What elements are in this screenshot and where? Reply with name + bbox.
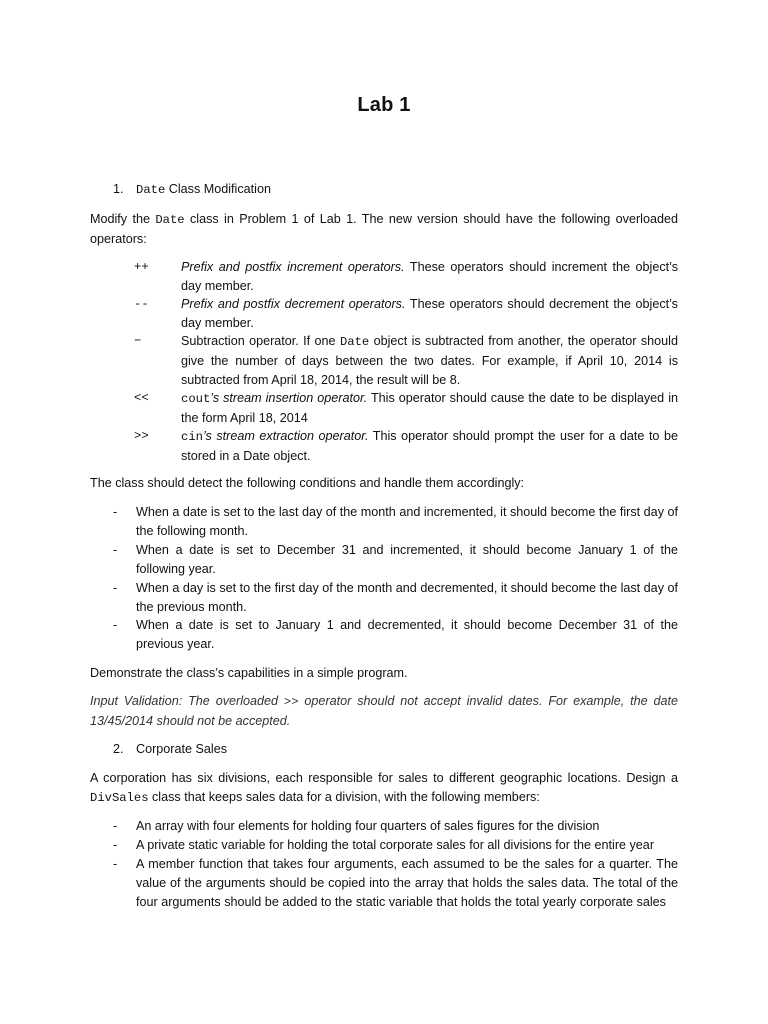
section-1-heading bbox=[136, 180, 271, 200]
operator-text: These operators should increment the object’s day member. bbox=[181, 260, 678, 293]
operator-description bbox=[181, 295, 678, 333]
operator-lead: ’s stream extraction operator. bbox=[202, 429, 369, 443]
conditions-intro: The class should detect the following conditions and handle them accordingly: bbox=[90, 476, 525, 490]
list-dash: - bbox=[113, 857, 118, 871]
section-2-intro-text-a: A corporation has six divisions, each responsible for sales to different geographic locations. Design a bbox=[90, 771, 678, 785]
operator-text: This operator should cause the date to be displayed in the form April 18, 2014 bbox=[181, 391, 678, 425]
section-2-heading: Corporate Sales bbox=[136, 742, 228, 756]
operator-symbol: -- bbox=[134, 297, 149, 311]
validation-text-a: Input Validation: The overloaded bbox=[90, 694, 284, 708]
section-1-heading-code: Date bbox=[136, 183, 166, 197]
operator-description bbox=[181, 332, 678, 390]
section-1-intro-text-a: Modify the bbox=[90, 212, 156, 226]
operator-text: This operator should prompt the user for a date to be stored in a Date object. bbox=[181, 429, 678, 463]
list-item: A member function that takes four arguments, each assumed to be the sales for a quarter. The value of the arguments should be copied into the array that holds the sales data. The total of the four arguments should be added to the static variable that holds the total yearly corporate sales bbox=[136, 857, 678, 909]
page-title: Lab 1 bbox=[357, 94, 411, 116]
operator-description bbox=[181, 389, 678, 428]
operator-lead: Prefix and postfix increment operators. bbox=[181, 260, 405, 274]
section-1-intro-text-b: class in Problem 1 of Lab 1. The new version should have the following overloaded operators: bbox=[90, 212, 678, 246]
list-item: An array with four elements for holding four quarters of sales figures for the division bbox=[136, 819, 600, 833]
section-2-number: 2. bbox=[113, 742, 124, 756]
operator-description bbox=[181, 258, 678, 296]
input-validation-note bbox=[90, 692, 678, 731]
section-1-intro bbox=[90, 210, 678, 249]
list-dash: - bbox=[113, 838, 118, 852]
operator-description bbox=[181, 427, 678, 466]
operator-text-b: object is subtracted from another, the operator should give the number of days between the two dates. For example, if April 10, 2014 is subtracted from April 18, 2014, the result will be 8. bbox=[181, 334, 678, 387]
operator-text: Subtraction operator. If one bbox=[181, 334, 340, 348]
validation-code: >> bbox=[283, 695, 299, 709]
list-item: A private static variable for holding the total corporate sales for all divisions for the entire year bbox=[136, 838, 655, 852]
operator-symbol: >> bbox=[134, 429, 149, 443]
operator-lead: ’s stream insertion operator. bbox=[210, 391, 368, 405]
operator-lead: Prefix and postfix decrement operators. bbox=[181, 297, 406, 311]
list-item: When a date is set to the last day of the month and incremented, it should become the first day of the following month. bbox=[136, 505, 678, 538]
operator-symbol: ++ bbox=[134, 260, 149, 274]
operator-code: cin bbox=[181, 430, 203, 444]
section-2-intro-text-b: class that keeps sales data for a division, with the following members: bbox=[148, 790, 540, 804]
demonstrate-text: Demonstrate the class’s capabilities in a simple program. bbox=[90, 666, 408, 680]
list-item: When a date is set to December 31 and incremented, it should become January 1 of the following year. bbox=[136, 543, 678, 576]
section-1-heading-text: Class Modification bbox=[165, 182, 271, 196]
list-dash: - bbox=[113, 543, 118, 557]
section-2-intro-code: DivSales bbox=[90, 791, 149, 805]
operator-symbol: << bbox=[134, 391, 149, 405]
list-dash: - bbox=[113, 581, 118, 595]
operator-code: Date bbox=[339, 335, 370, 349]
operator-symbol: − bbox=[134, 334, 142, 348]
operator-text: These operators should decrement the object’s day member. bbox=[181, 297, 678, 330]
list-item: When a date is set to January 1 and decremented, it should become December 31 of the previous year. bbox=[136, 618, 678, 651]
operator-code: cout bbox=[181, 392, 211, 406]
section-2-intro bbox=[90, 769, 678, 808]
section-1-intro-code: Date bbox=[155, 213, 185, 227]
list-dash: - bbox=[113, 505, 118, 519]
section-1-number: 1. bbox=[113, 182, 124, 196]
validation-text-b: operator should not accept invalid dates. For example, the date 13/45/2014 should not be accepted. bbox=[90, 694, 679, 728]
list-item: When a day is set to the first day of the month and decremented, it should become the last day of the previous month. bbox=[136, 581, 678, 614]
list-dash: - bbox=[113, 618, 118, 632]
list-dash: - bbox=[113, 819, 118, 833]
